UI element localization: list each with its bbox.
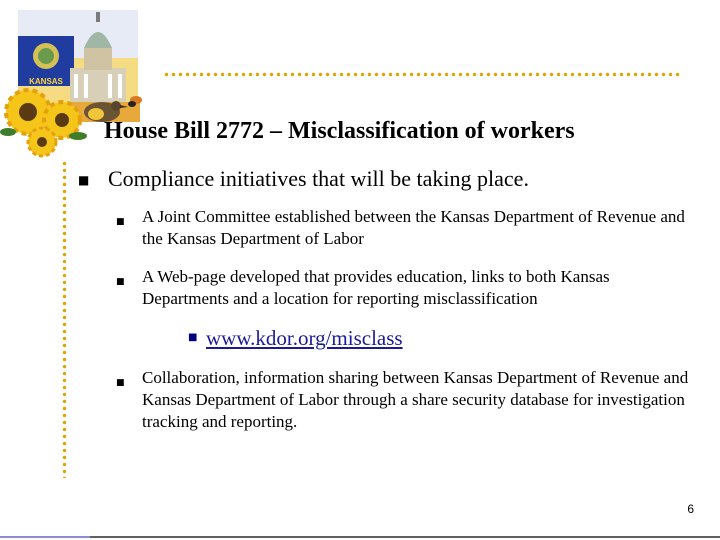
bullet-web-page (116, 266, 696, 310)
bullet-joint-committee-text: A Joint Committee established between the Kansas Department of Revenue and the Kansas Department of Labor (142, 207, 685, 248)
square-bullet-icon: ■ (78, 173, 90, 187)
bullet-collaboration (116, 367, 696, 433)
bullet-link-item (188, 326, 588, 351)
square-bullet-icon: ■ (188, 332, 198, 343)
bullet-level1-text: Compliance initiatives that will be taking place. (108, 166, 529, 191)
bullet-collaboration-text: Collaboration, information sharing between Kansas Department of Revenue and Kansas Department of Labor through a share security database for investigation tracking and reporting. (142, 368, 689, 431)
slide-title: House Bill 2772 – Misclassification of workers (104, 118, 575, 144)
square-bullet-icon: ■ (116, 217, 125, 227)
square-bullet-icon: ■ (116, 378, 125, 388)
kansas-flag-label: KANSAS (29, 77, 63, 86)
footer-rule (0, 536, 720, 538)
kdor-misclass-link[interactable]: www.kdor.org/misclass (206, 326, 403, 350)
footer-rule-right (90, 536, 720, 538)
bullet-web-page-text: A Web-page developed that provides education, links to both Kansas Departments and a location for reporting misclassification (142, 267, 610, 308)
dotted-divider-horizontal (163, 72, 681, 77)
sunflower-bottom (28, 128, 56, 156)
bullet-level1-compliance (78, 166, 698, 192)
dotted-divider-vertical (62, 160, 67, 478)
bullet-joint-committee (116, 206, 696, 250)
footer-rule-left (0, 536, 90, 538)
page-number: 6 (687, 502, 694, 516)
square-bullet-icon: ■ (116, 277, 125, 287)
